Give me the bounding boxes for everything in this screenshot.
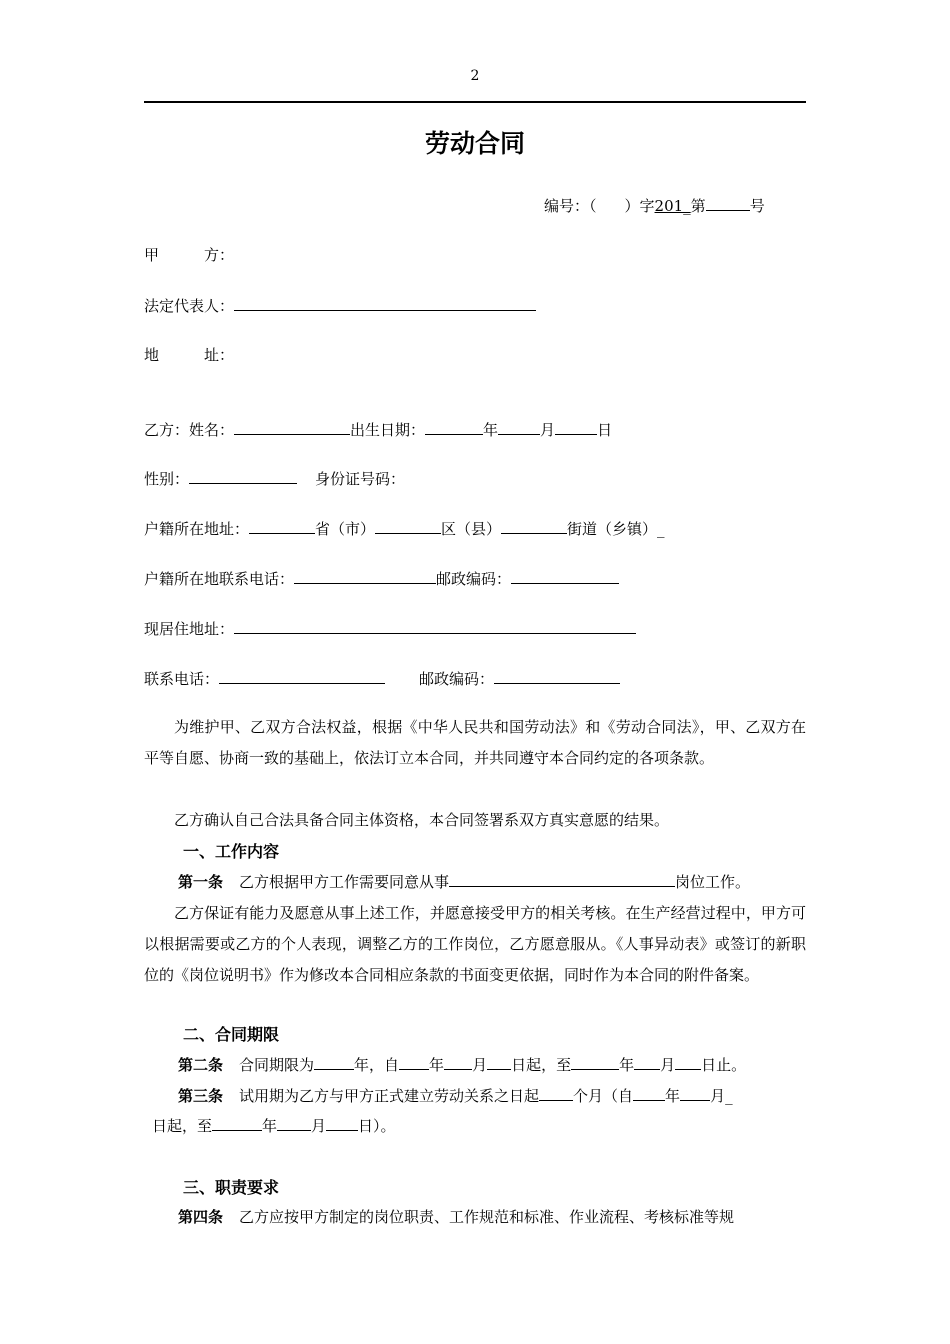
- province-blank[interactable]: [249, 517, 315, 534]
- hukou-postcode-blank[interactable]: [511, 567, 619, 584]
- header-rule: [144, 101, 806, 103]
- section-heading-duties: 三、职责要求: [183, 1178, 280, 1197]
- contract-number-line: 编号：（ ）字201_第 号: [544, 194, 765, 216]
- party-a-name: 甲 方：: [144, 246, 235, 264]
- probation-months-blank[interactable]: [539, 1084, 573, 1101]
- hukou-phone-blank[interactable]: [294, 567, 436, 584]
- start-month-blank[interactable]: [444, 1053, 472, 1070]
- article-3: 第三条 试用期为乙方与甲方正式建立劳动关系之日起 个月（自 年 月_: [178, 1084, 733, 1106]
- hukou-address-line: 户籍所在地址： 省（市） 区（县） 街道（乡镇）_: [144, 517, 665, 539]
- contract-year: 201_: [654, 197, 691, 215]
- contract-number-blank[interactable]: [706, 194, 750, 211]
- article-4: 第四条 乙方应按甲方制定的岗位职责、工作规范和标准、作业流程、考核标准等规: [178, 1208, 735, 1226]
- page-number: 2: [470, 68, 480, 84]
- start-year-blank[interactable]: [399, 1053, 429, 1070]
- gender-id-line: 性别： 身份证号码：: [144, 467, 405, 489]
- phone-line: 联系电话： 邮政编码：: [144, 667, 620, 689]
- end-month-blank[interactable]: [634, 1053, 660, 1070]
- birth-year-blank[interactable]: [425, 418, 483, 435]
- probation-end-day-blank[interactable]: [326, 1114, 358, 1131]
- current-address-blank[interactable]: [234, 617, 636, 634]
- phone-blank[interactable]: [219, 667, 385, 684]
- document-title: 劳动合同: [424, 129, 525, 158]
- probation-start-year-blank[interactable]: [633, 1084, 665, 1101]
- birth-month-blank[interactable]: [498, 418, 540, 435]
- name-blank[interactable]: [234, 418, 350, 435]
- postcode-blank[interactable]: [494, 667, 620, 684]
- term-years-blank[interactable]: [314, 1053, 354, 1070]
- district-blank[interactable]: [375, 517, 441, 534]
- section-heading-work-content: 一、工作内容: [183, 842, 280, 861]
- birth-day-blank[interactable]: [555, 418, 597, 435]
- probation-start-month-blank[interactable]: [680, 1084, 710, 1101]
- section-heading-term: 二、合同期限: [183, 1025, 280, 1044]
- article-2: 第二条 合同期限为 年，自 年 月 日起，至 年 月 日止。: [178, 1053, 746, 1075]
- end-day-blank[interactable]: [675, 1053, 701, 1070]
- party-b-name-line: 乙方：姓名： 出生日期： 年 月 日: [144, 418, 612, 440]
- hukou-phone-line: 户籍所在地联系电话： 邮政编码：: [144, 567, 619, 589]
- end-year-blank[interactable]: [571, 1053, 619, 1070]
- article-1-paragraph: 乙方保证有能力及愿意从事上述工作，并愿意接受甲方的相关考核。在生产经营过程中，甲方可以根据需要或乙方的个人表现，调整乙方的工作岗位，乙方愿意服从。《人事异动表》或签订的新职位的《岗位说明书》作为修改本合同相应条款的书面变更依据，同时作为本合同的附件备案。: [144, 904, 806, 984]
- confirmation-paragraph: 乙方确认自己合法具备合同主体资格，本合同签署系双方真实意愿的结果。: [174, 811, 670, 829]
- probation-end-year-blank[interactable]: [212, 1114, 262, 1131]
- street-blank[interactable]: [501, 517, 567, 534]
- position-blank[interactable]: [449, 870, 675, 887]
- party-a-address: 地 址：: [144, 346, 235, 364]
- preamble-paragraph: 为维护甲、乙双方合法权益，根据《中华人民共和国劳动法》和《劳动合同法》，甲、乙双方在平等自愿、协商一致的基础上，依法订立本合同，并共同遵守本合同约定的各项条款。: [144, 718, 806, 767]
- article-1: 第一条 乙方根据甲方工作需要同意从事 岗位工作。: [178, 870, 750, 892]
- article-3-continued: 日起，至 年 月 日）。: [152, 1114, 396, 1136]
- probation-end-month-blank[interactable]: [277, 1114, 311, 1131]
- representative-blank[interactable]: [234, 294, 536, 311]
- start-day-blank[interactable]: [487, 1053, 511, 1070]
- current-address-line: 现居住地址：: [144, 617, 636, 639]
- party-a-representative: 法定代表人：: [144, 294, 536, 316]
- gender-blank[interactable]: [189, 467, 297, 484]
